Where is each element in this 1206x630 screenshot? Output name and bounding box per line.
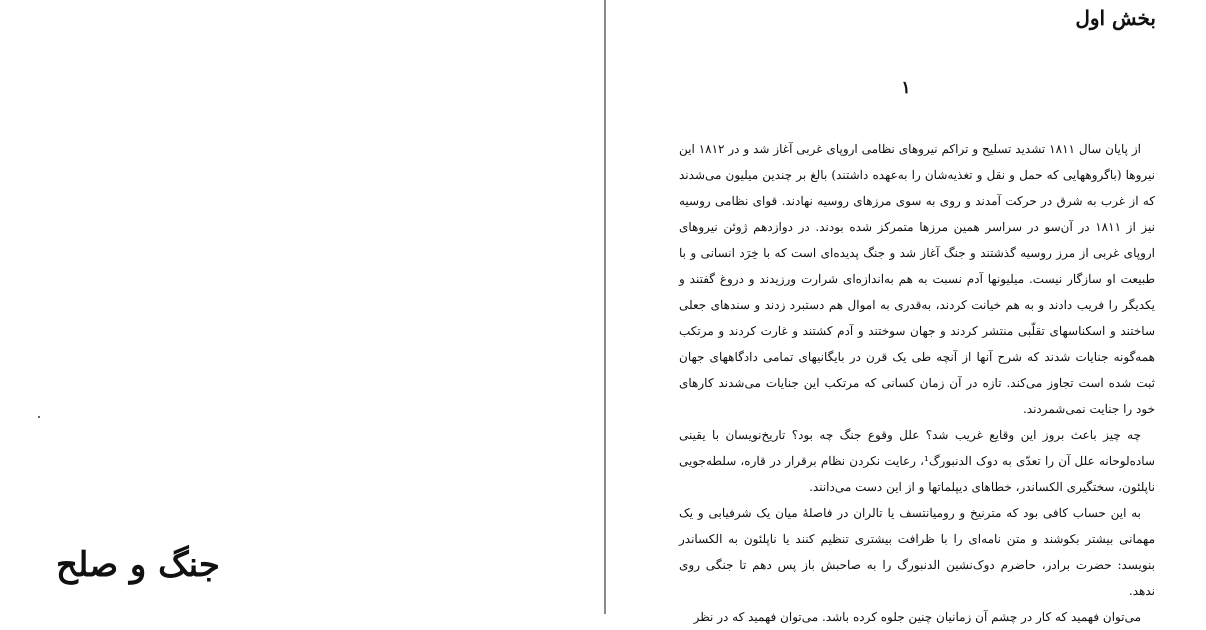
chapter-number: ۱ <box>901 78 911 98</box>
paragraph: از پایان سال ۱۸۱۱ تشدید تسلیح و تراکم نیروهای نظامی اروپای غربی آغاز شد و در ۱۸۱۲ این نیروها (باگروههایی که حمل و نقل و تغذیه‌شان را به‌عهده داشتند) بالغ بر چندین میلیون می‌شدند که از غرب به شرق در حرکت آمدند و روی به سوی مرزهای روسیه نهادند. قوای نظامی روسیه نیز از ۱۸۱۱ در آن‌سو در سراسر همین مرزها متمرکز شده بودند. در دوازدهم ژوئن نیروهای اروپای غربی از مرز روسیه گذشتند و جنگ آغاز شد و جنگ پدیده‌ای است که با خِرَد انسانی و با طبیعت او سازگار نیست. میلیونها آدم نسبت به هم به‌اندازه‌ای شرارت ورزیدند و دروغ گفتند و یکدیگر را فریب دادند و به هم خیانت کردند، به‌قدری به اموال هم دستبرد زدند و سندهای جعلی ساختند و اسکناسهای تقلّبی منتشر کردند و جهان سوختند و آدم کشتند و غارت کردند و مرتکب همه‌گونه جنایات شدند که شرح آنها از آنچه طی یک قرن در بایگانیهای تمامی دادگاههای جهان ثبت شده است تجاوز می‌کند. تازه در آن زمان کسانی که مرتکب این جنایات می‌شدند کارهای خود را جنایت نمی‌شمردند. <box>679 142 1155 416</box>
right-page <box>606 0 1206 624</box>
book-title: جنگ و صلح <box>56 545 220 585</box>
paragraph: می‌توان فهمید که کار در چشم آن زمانیان چنین جلوه کرده باشد. می‌توان فهمید که در نظر <box>693 610 1141 624</box>
left-page <box>0 0 604 614</box>
body-text <box>679 136 1155 630</box>
paragraph: به این حساب کافی بود که مترنیخ و رومیانتسف یا تالران در فاصلهٔ میان یک شرفیابی و یک مهمانی بیشتر بکوشند و متن نامه‌ای را با ظرافت بیشتری تنظیم کنند یا ناپلئون به الکساندر بنویسد: حضرت برادر، حاضرم دوک‌نشین الدنبورگ را به صاحبش باز پس دهم تا جنگی روی ندهد. <box>679 506 1155 598</box>
paragraph: چه چیز باعث بروز این وقایع غریب شد؟ علل وقوع جنگ چه بود؟ تاریخ‌نویسان با یقینی ساده‌لوحانه علل آن را تعدّی به دوک الدنبورگ¹، رعایت نکردن نظام برقرار در قاره، سلطه‌جویی ناپلئون، سختگیری الکساندر، خطاهای دیپلماتها و از این دست می‌دانند. <box>679 428 1155 494</box>
part-title: بخش اول <box>1075 6 1156 30</box>
ink-dot <box>38 416 40 418</box>
